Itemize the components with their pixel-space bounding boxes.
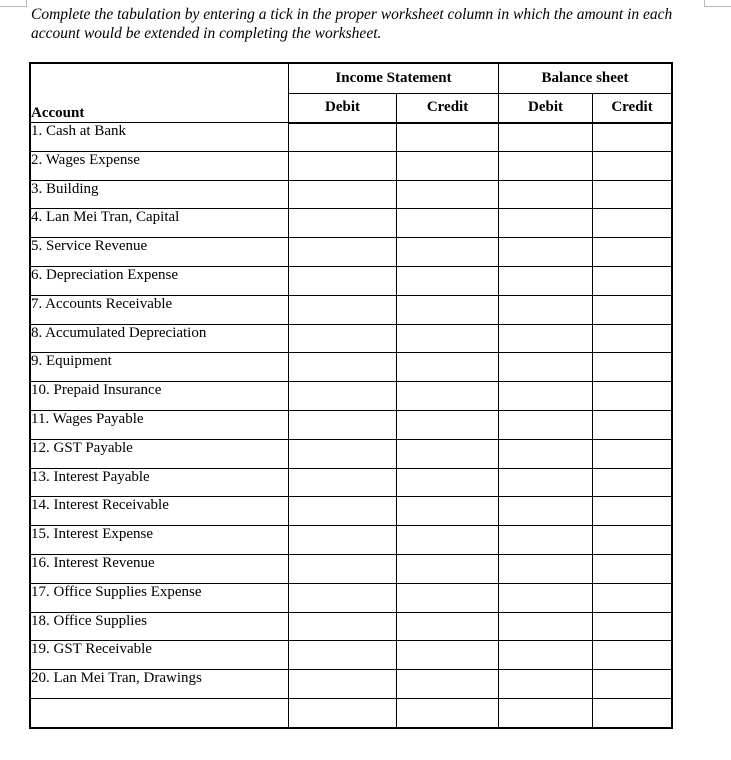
income-statement-debit-cell[interactable] (289, 180, 397, 209)
table-row (31, 353, 672, 382)
account-name-cell: 11. Wages Payable (31, 410, 289, 439)
balance-sheet-debit-cell[interactable] (499, 209, 593, 238)
table-row (31, 670, 672, 699)
balance-sheet-debit-cell[interactable] (499, 295, 593, 324)
balance-sheet-credit-cell[interactable] (593, 698, 672, 727)
account-name-cell: 9. Equipment (31, 353, 289, 382)
income-statement-credit-cell[interactable] (397, 123, 499, 152)
account-column-header: Account (31, 64, 289, 123)
balance-sheet-debit-cell[interactable] (499, 497, 593, 526)
balance-sheet-debit-cell[interactable] (499, 468, 593, 497)
table-row (31, 123, 672, 152)
table-row (31, 238, 672, 267)
income-statement-credit-cell[interactable] (397, 439, 499, 468)
balance-sheet-credit-cell[interactable] (593, 295, 672, 324)
income-statement-credit-cell[interactable] (397, 583, 499, 612)
instructions-text: Complete the tabulation by entering a tick in the proper worksheet column in which the amount in each account would be extended in completing the worksheet. (31, 6, 673, 42)
account-name-cell: 10. Prepaid Insurance (31, 382, 289, 411)
balance-sheet-debit-cell[interactable] (499, 698, 593, 727)
balance-sheet-debit-cell[interactable] (499, 439, 593, 468)
table-row (31, 641, 672, 670)
account-name-cell: 15. Interest Expense (31, 526, 289, 555)
account-name-cell: 13. Interest Payable (31, 468, 289, 497)
table-row (31, 526, 672, 555)
balance-sheet-debit-cell[interactable] (499, 612, 593, 641)
balance-sheet-debit-cell[interactable] (499, 123, 593, 152)
balance-sheet-credit-cell[interactable] (593, 266, 672, 295)
balance-sheet-credit-cell[interactable] (593, 526, 672, 555)
balance-sheet-debit-cell[interactable] (499, 238, 593, 267)
account-name-cell: 16. Interest Revenue (31, 554, 289, 583)
table-row (31, 266, 672, 295)
balance-sheet-credit-cell[interactable] (593, 123, 672, 152)
balance-sheet-credit-cell[interactable] (593, 583, 672, 612)
income-statement-debit-cell[interactable] (289, 698, 397, 727)
income-statement-credit-cell[interactable] (397, 554, 499, 583)
balance-sheet-debit-cell[interactable] (499, 641, 593, 670)
account-name-cell (31, 698, 289, 727)
income-statement-debit-cell[interactable] (289, 670, 397, 699)
account-name-cell: 7. Accounts Receivable (31, 295, 289, 324)
income-statement-debit-cell[interactable] (289, 439, 397, 468)
income-statement-credit-header: Credit (397, 94, 499, 123)
income-statement-debit-cell[interactable] (289, 266, 397, 295)
income-statement-debit-cell[interactable] (289, 353, 397, 382)
income-statement-debit-cell[interactable] (289, 526, 397, 555)
income-statement-debit-cell[interactable] (289, 382, 397, 411)
balance-sheet-credit-cell[interactable] (593, 353, 672, 382)
account-name-cell: 2. Wages Expense (31, 151, 289, 180)
table-row (31, 151, 672, 180)
table-row (31, 583, 672, 612)
income-statement-debit-cell[interactable] (289, 123, 397, 152)
income-statement-debit-cell[interactable] (289, 410, 397, 439)
balance-sheet-credit-cell[interactable] (593, 468, 672, 497)
table-row (31, 497, 672, 526)
balance-sheet-header: Balance sheet (499, 64, 672, 94)
table-row (31, 612, 672, 641)
balance-sheet-credit-cell[interactable] (593, 238, 672, 267)
income-statement-credit-cell[interactable] (397, 180, 499, 209)
income-statement-credit-cell[interactable] (397, 698, 499, 727)
account-name-cell: 19. GST Receivable (31, 641, 289, 670)
account-name-cell: 12. GST Payable (31, 439, 289, 468)
balance-sheet-credit-cell[interactable] (593, 612, 672, 641)
account-name-cell: 5. Service Revenue (31, 238, 289, 267)
account-name-cell: 3. Building (31, 180, 289, 209)
balance-sheet-credit-cell[interactable] (593, 497, 672, 526)
balance-sheet-debit-cell[interactable] (499, 266, 593, 295)
income-statement-credit-cell[interactable] (397, 670, 499, 699)
income-statement-debit-cell[interactable] (289, 612, 397, 641)
balance-sheet-debit-header: Debit (499, 94, 593, 123)
table-row (31, 295, 672, 324)
income-statement-credit-cell[interactable] (397, 497, 499, 526)
income-statement-credit-cell[interactable] (397, 468, 499, 497)
account-name-cell: 20. Lan Mei Tran, Drawings (31, 670, 289, 699)
income-statement-credit-cell[interactable] (397, 238, 499, 267)
balance-sheet-credit-cell[interactable] (593, 209, 672, 238)
balance-sheet-debit-cell[interactable] (499, 526, 593, 555)
income-statement-credit-cell[interactable] (397, 612, 499, 641)
income-statement-debit-cell[interactable] (289, 554, 397, 583)
income-statement-debit-cell[interactable] (289, 238, 397, 267)
table-row (31, 554, 672, 583)
balance-sheet-credit-header: Credit (593, 94, 672, 123)
income-statement-debit-cell[interactable] (289, 324, 397, 353)
income-statement-credit-cell[interactable] (397, 266, 499, 295)
income-statement-debit-header: Debit (289, 94, 397, 123)
account-name-cell: 18. Office Supplies (31, 612, 289, 641)
balance-sheet-debit-cell[interactable] (499, 554, 593, 583)
income-statement-credit-cell[interactable] (397, 209, 499, 238)
balance-sheet-debit-cell[interactable] (499, 382, 593, 411)
table-row (31, 180, 672, 209)
table-row (31, 209, 672, 238)
balance-sheet-credit-cell[interactable] (593, 641, 672, 670)
balance-sheet-credit-cell[interactable] (593, 410, 672, 439)
balance-sheet-debit-cell[interactable] (499, 410, 593, 439)
balance-sheet-credit-cell[interactable] (593, 670, 672, 699)
account-name-cell: 14. Interest Receivable (31, 497, 289, 526)
balance-sheet-debit-cell[interactable] (499, 353, 593, 382)
table-row (31, 382, 672, 411)
income-statement-credit-cell[interactable] (397, 382, 499, 411)
balance-sheet-debit-cell[interactable] (499, 180, 593, 209)
income-statement-debit-cell[interactable] (289, 295, 397, 324)
balance-sheet-debit-cell[interactable] (499, 670, 593, 699)
income-statement-debit-cell[interactable] (289, 209, 397, 238)
income-statement-credit-cell[interactable] (397, 410, 499, 439)
income-statement-credit-cell[interactable] (397, 324, 499, 353)
income-statement-credit-cell[interactable] (397, 526, 499, 555)
income-statement-debit-cell[interactable] (289, 151, 397, 180)
worksheet-table (30, 63, 672, 728)
table-row (31, 698, 672, 727)
income-statement-debit-cell[interactable] (289, 497, 397, 526)
income-statement-credit-cell[interactable] (397, 151, 499, 180)
balance-sheet-debit-cell[interactable] (499, 324, 593, 353)
table-row (31, 468, 672, 497)
balance-sheet-debit-cell[interactable] (499, 583, 593, 612)
balance-sheet-credit-cell[interactable] (593, 324, 672, 353)
account-name-cell: 1. Cash at Bank (31, 123, 289, 152)
balance-sheet-credit-cell[interactable] (593, 382, 672, 411)
income-statement-credit-cell[interactable] (397, 353, 499, 382)
table-row (31, 324, 672, 353)
balance-sheet-credit-cell[interactable] (593, 151, 672, 180)
balance-sheet-credit-cell[interactable] (593, 554, 672, 583)
page-corner-mark-left (0, 0, 27, 7)
income-statement-credit-cell[interactable] (397, 641, 499, 670)
income-statement-debit-cell[interactable] (289, 583, 397, 612)
balance-sheet-credit-cell[interactable] (593, 180, 672, 209)
income-statement-credit-cell[interactable] (397, 295, 499, 324)
income-statement-header: Income Statement (289, 64, 499, 94)
account-name-cell: 6. Depreciation Expense (31, 266, 289, 295)
table-row (31, 410, 672, 439)
income-statement-debit-cell[interactable] (289, 468, 397, 497)
balance-sheet-credit-cell[interactable] (593, 439, 672, 468)
income-statement-debit-cell[interactable] (289, 641, 397, 670)
account-name-cell: 8. Accumulated Depreciation (31, 324, 289, 353)
balance-sheet-debit-cell[interactable] (499, 151, 593, 180)
account-name-cell: 4. Lan Mei Tran, Capital (31, 209, 289, 238)
table-row (31, 439, 672, 468)
account-name-cell: 17. Office Supplies Expense (31, 583, 289, 612)
